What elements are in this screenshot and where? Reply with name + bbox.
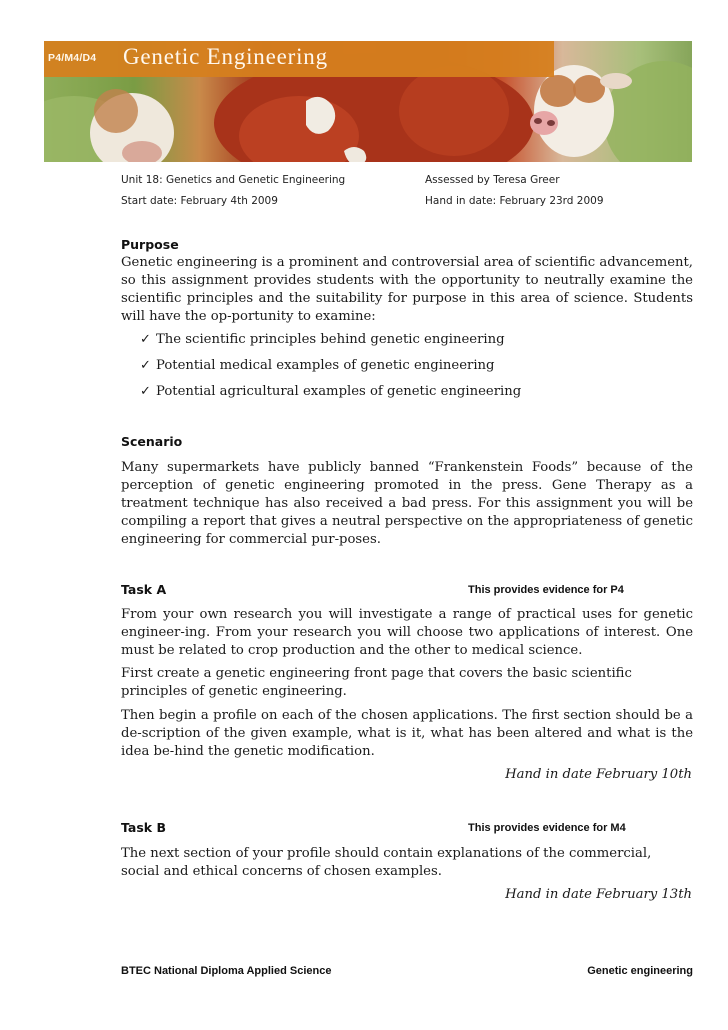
purpose-heading: Purpose bbox=[121, 237, 179, 252]
task-a-evidence: This provides evidence for P4 bbox=[468, 584, 624, 596]
check-icon: ✓ bbox=[140, 358, 151, 373]
task-a-hand-in: Hand in date February 10th bbox=[505, 767, 692, 782]
unit-label: Unit 18: Genetics and Genetic Engineering bbox=[121, 174, 346, 186]
start-date: Start date: February 4th 2009 bbox=[121, 195, 278, 207]
check-icon: ✓ bbox=[140, 384, 151, 399]
task-a-paragraph: From your own research you will investigate a range of practical uses for genetic engineer-ing. From your research you will choose two applications of interest. One must be related to crop production and the other to medical science. bbox=[121, 607, 693, 658]
page-title: Genetic Engineering bbox=[123, 44, 328, 69]
list-item bbox=[140, 383, 521, 401]
task-b-heading: Task B bbox=[121, 820, 166, 835]
task-a-paragraph: Then begin a profile on each of the chosen applications. The first section should be a de-scription of the given example, what is it, what has been altered and what is the idea be-hind the genetic modification. bbox=[121, 708, 693, 759]
task-a-heading: Task A bbox=[121, 582, 167, 597]
list-item bbox=[140, 331, 505, 349]
task-b-hand-in: Hand in date February 13th bbox=[505, 887, 692, 902]
task-a-paragraph: First create a genetic engineering front page that covers the basic scientific principles of genetic engineering. bbox=[121, 666, 632, 699]
footer-course: BTEC National Diploma Applied Science bbox=[121, 965, 332, 977]
scenario-heading: Scenario bbox=[121, 434, 183, 449]
list-item-text: Potential medical examples of genetic engineering bbox=[156, 358, 495, 373]
scenario-text: Many supermarkets have publicly banned “Frankenstein Foods” because of the perception of genetic engineering promoted in the press. Gene Therapy as a treatment technique has also received a bad press. For this assignment you will be compiling a report that gives a neutral perspective on the appropriateness of genetic engineering for commercial pur-poses. bbox=[121, 460, 693, 547]
list-item bbox=[140, 357, 495, 375]
title-bar bbox=[44, 41, 554, 77]
list-item-text: The scientific principles behind genetic engineering bbox=[156, 332, 505, 347]
task-b-paragraph: The next section of your profile should contain explanations of the commercial, social and ethical concerns of chosen examples. bbox=[121, 846, 652, 879]
check-icon: ✓ bbox=[140, 332, 151, 347]
assignment-code: P4/M4/D4 bbox=[48, 52, 97, 64]
purpose-text: Genetic engineering is a prominent and controversial area of scientific advancement, so this assignment provides students with the opportunity to neutrally examine the scientific principles and the suitability for purpose in this area of science. Students will have the op-portunity to examine: bbox=[121, 255, 693, 324]
footer-topic: Genetic engineering bbox=[587, 965, 693, 977]
list-item-text: Potential agricultural examples of genetic engineering bbox=[156, 384, 522, 399]
assessor-label: Assessed by Teresa Greer bbox=[425, 174, 560, 186]
header-banner bbox=[44, 41, 692, 162]
hand-in-date: Hand in date: February 23rd 2009 bbox=[425, 195, 604, 207]
task-b-evidence: This provides evidence for M4 bbox=[468, 822, 626, 834]
